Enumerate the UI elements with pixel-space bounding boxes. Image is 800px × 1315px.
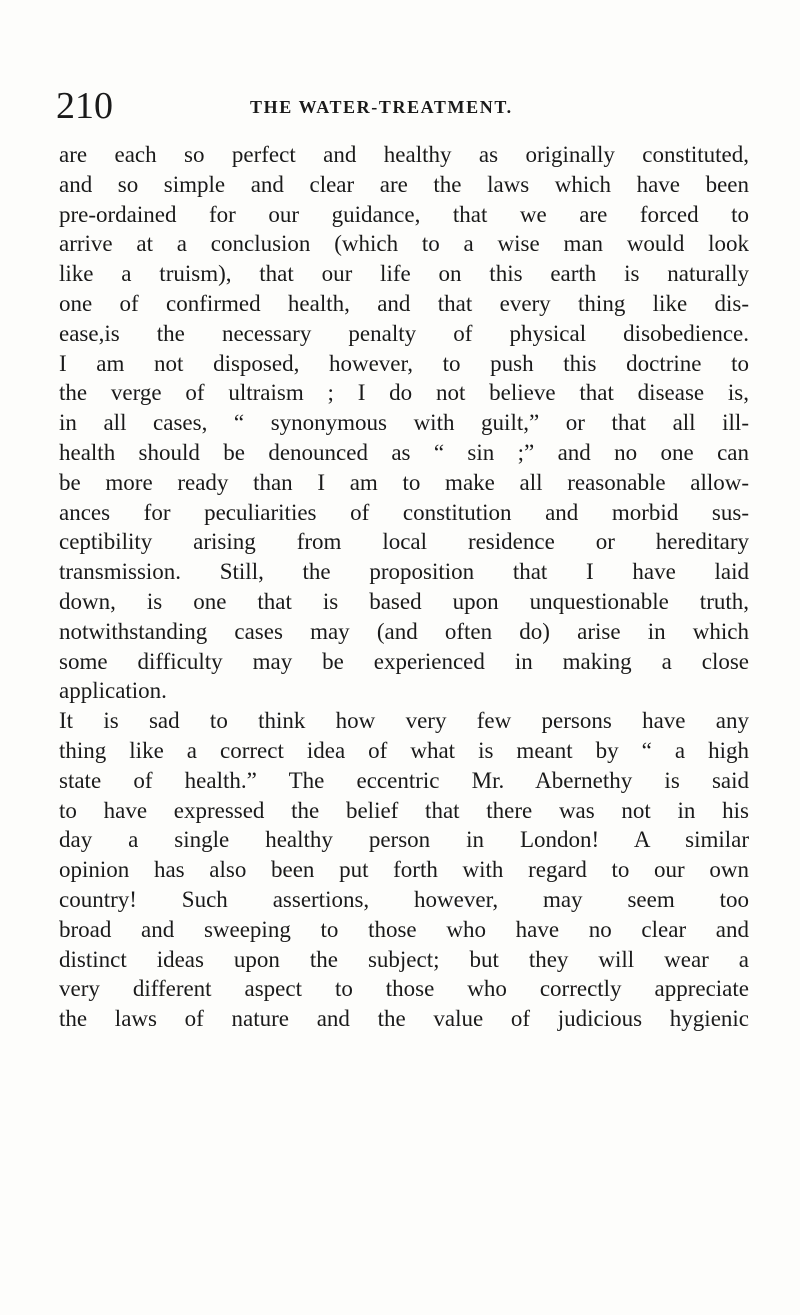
text-line: pre-ordained for our guidance, that we are forced to bbox=[59, 201, 749, 227]
text-line: broad and sweeping to those who have no clear and bbox=[59, 916, 749, 942]
running-title: THE WATER-TREATMENT. bbox=[250, 97, 513, 117]
text-line: arrive at a conclusion (which to a wise man would look bbox=[59, 231, 749, 257]
text-line: be more ready than I am to make all reasonable allow- bbox=[59, 469, 749, 495]
text-line: health should be denounced as “ sin ;” and no one can bbox=[59, 439, 749, 465]
text-line: and so simple and clear are the laws which have been bbox=[59, 171, 749, 197]
text-line: the verge of ultraism ; I do not believe that disease is, bbox=[59, 380, 749, 406]
text-line: ances for peculiarities of constitution and morbid sus- bbox=[59, 499, 749, 525]
text-line: state of health.” The eccentric Mr. Abernethy is said bbox=[59, 767, 749, 793]
text-line: in all cases, “ synonymous with guilt,” or that all ill- bbox=[59, 410, 749, 436]
text-line: to have expressed the belief that there was not in his bbox=[59, 797, 749, 823]
text-line: transmission. Still, the proposition that I have laid bbox=[59, 559, 749, 585]
text-line: I am not disposed, however, to push this doctrine to bbox=[59, 350, 749, 376]
text-line: distinct ideas upon the subject; but they will wear a bbox=[59, 946, 749, 972]
page-number: 210 bbox=[56, 85, 113, 127]
paragraph-end-line: application. bbox=[59, 678, 167, 704]
paragraph-start-line: It is sad to think how very few persons have any bbox=[59, 708, 749, 734]
text-line: one of confirmed health, and that every thing like dis- bbox=[59, 290, 749, 316]
text-line: notwithstanding cases may (and often do) arise in which bbox=[59, 618, 749, 644]
body-text bbox=[59, 140, 749, 1034]
text-line: are each so perfect and healthy as originally constituted, bbox=[59, 142, 749, 167]
text-line: like a truism), that our life on this earth is naturally bbox=[59, 261, 749, 287]
text-line: ease,is the necessary penalty of physical disobedience. bbox=[59, 320, 749, 346]
text-line: opinion has also been put forth with regard to our own bbox=[59, 857, 749, 883]
text-line: the laws of nature and the value of judicious hygienic bbox=[59, 1006, 749, 1032]
text-line: day a single healthy person in London! A similar bbox=[59, 827, 749, 853]
text-line: country! Such assertions, however, may seem too bbox=[59, 886, 749, 912]
text-line: ceptibility arising from local residence or hereditary bbox=[59, 529, 749, 555]
text-line: down, is one that is based upon unquestionable truth, bbox=[59, 588, 749, 614]
running-header bbox=[56, 86, 746, 126]
text-line: very different aspect to those who correctly appreciate bbox=[59, 976, 749, 1002]
text-line: thing like a correct idea of what is meant by “ a high bbox=[59, 737, 749, 763]
text-line: some difficulty may be experienced in making a close bbox=[59, 648, 749, 674]
